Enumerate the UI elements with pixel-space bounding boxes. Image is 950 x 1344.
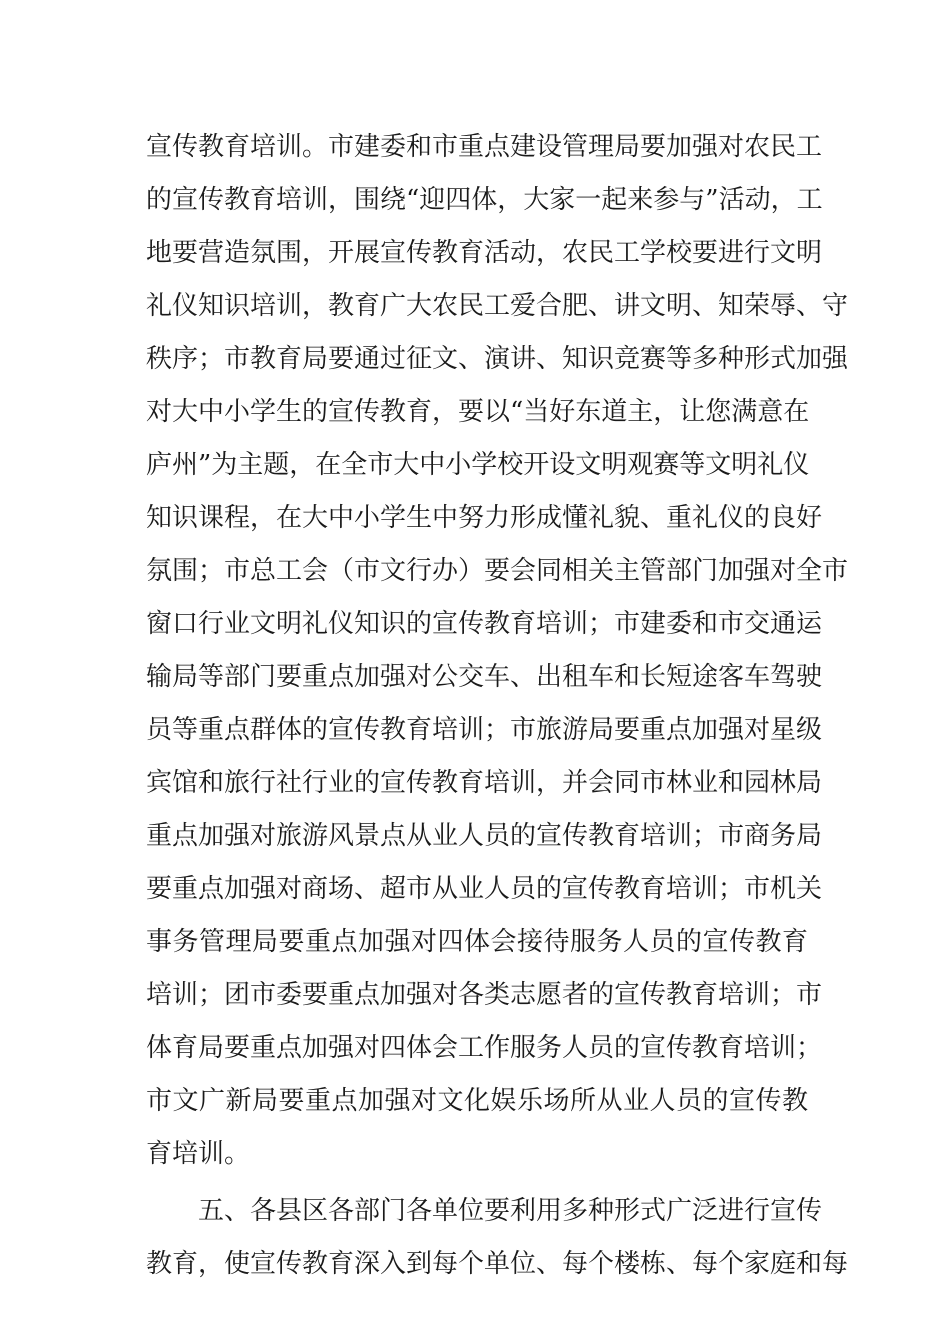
text-line-10: 窗口行业文明礼仪知识的宣传教育培训；市建委和市交通运: [146, 609, 823, 639]
text-line-22: 教育，使宣传教育深入到每个单位、每个楼栋、每个家庭和每: [146, 1249, 849, 1279]
text-line-3: 地要营造氛围，开展宣传教育活动，农民工学校要进行文明: [146, 238, 823, 268]
text-line-17: 培训；团市委要重点加强对各类志愿者的宣传教育培训；市: [146, 980, 823, 1010]
text-line-4: 礼仪知识培训，教育广大农民工爱合肥、讲文明、知荣辱、守: [146, 291, 849, 321]
text-line-15: 要重点加强对商场、超市从业人员的宣传教育培训；市机关: [146, 874, 823, 904]
text-line-1: 宣传教育培训。市建委和市重点建设管理局要加强对农民工: [146, 132, 823, 162]
text-line-21: 五、各县区各部门各单位要利用多种形式广泛进行宣传: [146, 1196, 823, 1226]
text-line-7: 庐州”为主题，在全市大中小学校开设文明观赛等文明礼仪: [146, 450, 810, 480]
text-line-16: 事务管理局要重点加强对四体会接待服务人员的宣传教育: [146, 927, 808, 957]
document-body: [146, 121, 849, 1291]
text-line-14: 重点加强对旅游风景点从业人员的宣传教育培训；市商务局: [146, 821, 823, 851]
text-line-18: 体育局要重点加强对四体会工作服务人员的宣传教育培训；: [146, 1033, 823, 1063]
text-line-2: 的宣传教育培训，围绕“迎四体，大家一起来参与”活动，工: [146, 185, 823, 215]
text-line-8: 知识课程，在大中小学生中努力形成懂礼貌、重礼仪的良好: [146, 503, 823, 533]
text-line-13: 宾馆和旅行社行业的宣传教育培训，并会同市林业和园林局: [146, 768, 823, 798]
text-line-20: 育培训。: [146, 1139, 251, 1169]
text-line-5: 秩序；市教育局要通过征文、演讲、知识竞赛等多种形式加强: [146, 344, 849, 374]
text-line-19: 市文广新局要重点加强对文化娱乐场所从业人员的宣传教: [146, 1086, 808, 1116]
text-line-12: 员等重点群体的宣传教育培训；市旅游局要重点加强对星级: [146, 715, 823, 745]
text-line-9: 氛围；市总工会（市文行办）要会同相关主管部门加强对全市: [146, 556, 849, 586]
text-line-6: 对大中小学生的宣传教育，要以“当好东道主，让您满意在: [146, 397, 810, 427]
text-line-11: 输局等部门要重点加强对公交车、出租车和长短途客车驾驶: [146, 662, 823, 692]
